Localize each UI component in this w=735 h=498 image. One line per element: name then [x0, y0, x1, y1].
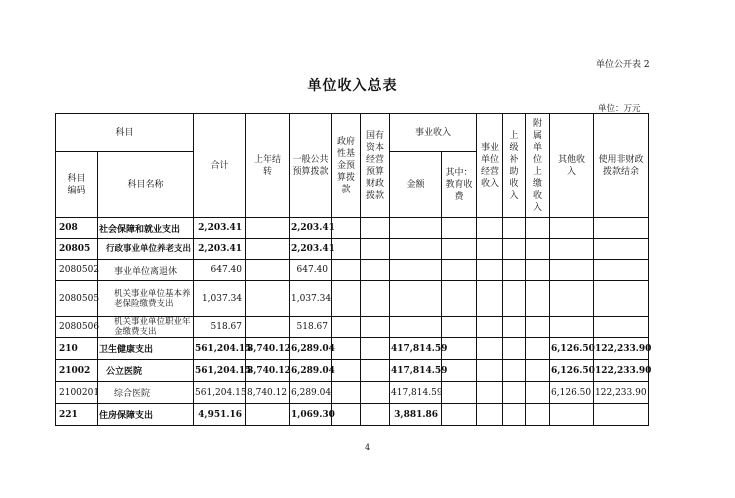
row-operating: [477, 317, 503, 338]
row-general-budget: 1,069.30: [290, 404, 332, 426]
row-business-amount: [390, 239, 442, 260]
row-general-budget: 1,037.34: [290, 281, 332, 317]
header-state-capital: 国有资本经营预算财政拨款: [361, 114, 390, 218]
row-affiliated: [526, 218, 550, 239]
row-operating: [477, 281, 503, 317]
row-code: 20805: [56, 239, 98, 260]
row-business-amount: [390, 281, 442, 317]
row-subsidy: [503, 218, 526, 239]
table-row: [56, 360, 649, 382]
row-subsidy: [503, 404, 526, 426]
row-state-capital: [361, 382, 390, 404]
header-subject: 科目: [56, 114, 194, 152]
row-general-budget: 6,289.04: [290, 382, 332, 404]
row-name: 事业单位离退休: [98, 260, 194, 281]
header-carryover: 上年结转: [246, 114, 290, 218]
row-state-capital: [361, 218, 390, 239]
header-code: 科目编码: [56, 152, 98, 218]
row-name: 机关事业单位职业年金缴费支出: [98, 317, 194, 338]
row-education-fee: [442, 218, 477, 239]
row-name: 住房保障支出: [98, 404, 194, 426]
row-fund-budget: [332, 239, 361, 260]
row-total: 2,203.41: [194, 218, 246, 239]
row-total: 1,037.34: [194, 281, 246, 317]
row-education-fee: [442, 382, 477, 404]
row-general-budget: 518.67: [290, 317, 332, 338]
row-state-capital: [361, 317, 390, 338]
row-name: 卫生健康支出: [98, 338, 194, 360]
header-affiliated: 附属单位上缴收入: [526, 114, 550, 218]
row-nonfiscal: 122,233.90: [594, 360, 649, 382]
row-fund-budget: [332, 218, 361, 239]
row-state-capital: [361, 338, 390, 360]
header-fund-budget: 政府性基金预算拨款: [332, 114, 361, 218]
row-fund-budget: [332, 404, 361, 426]
row-total: 2,203.41: [194, 239, 246, 260]
row-other: 6,126.50: [550, 338, 594, 360]
row-business-amount: [390, 260, 442, 281]
page-title: 单位收入总表: [307, 78, 398, 94]
row-code: 221: [56, 404, 98, 426]
row-fund-budget: [332, 281, 361, 317]
row-nonfiscal: [594, 239, 649, 260]
row-name: 综合医院: [98, 382, 194, 404]
row-affiliated: [526, 317, 550, 338]
row-general-budget: 6,289.04: [290, 360, 332, 382]
row-total: 647.40: [194, 260, 246, 281]
row-business-amount: [390, 317, 442, 338]
table-row: [56, 239, 649, 260]
row-code: 208: [56, 218, 98, 239]
row-operating: [477, 382, 503, 404]
table-row: [56, 281, 649, 317]
row-education-fee: [442, 260, 477, 281]
row-carryover: [246, 239, 290, 260]
row-other: [550, 404, 594, 426]
row-fund-budget: [332, 338, 361, 360]
row-education-fee: [442, 239, 477, 260]
row-code: 2100201: [56, 382, 98, 404]
row-name: 行政事业单位养老支出: [98, 239, 194, 260]
row-business-amount: 417,814.59: [390, 338, 442, 360]
row-nonfiscal: 122,233.90: [594, 338, 649, 360]
row-education-fee: [442, 317, 477, 338]
row-subsidy: [503, 317, 526, 338]
row-general-budget: 2,203.41: [290, 239, 332, 260]
row-other: 6,126.50: [550, 360, 594, 382]
row-nonfiscal: [594, 260, 649, 281]
row-total: 561,204.15: [194, 360, 246, 382]
row-other: [550, 260, 594, 281]
table-row: [56, 382, 649, 404]
row-carryover: [246, 281, 290, 317]
row-general-budget: 2,203.41: [290, 218, 332, 239]
row-nonfiscal: [594, 317, 649, 338]
row-subsidy: [503, 338, 526, 360]
row-general-budget: 647.40: [290, 260, 332, 281]
row-subsidy: [503, 239, 526, 260]
unit-label: 单位：万元: [598, 104, 641, 114]
row-other: [550, 317, 594, 338]
header-name: 科目名称: [98, 152, 194, 218]
row-code: 2080505: [56, 281, 98, 317]
page-number: 4: [364, 443, 371, 452]
row-code: 21002: [56, 360, 98, 382]
table-row: [56, 260, 649, 281]
table-row: [56, 218, 649, 239]
row-operating: [477, 404, 503, 426]
row-code: 210: [56, 338, 98, 360]
row-affiliated: [526, 338, 550, 360]
row-affiliated: [526, 239, 550, 260]
row-education-fee: [442, 404, 477, 426]
row-carryover: 8,740.12: [246, 382, 290, 404]
row-operating: [477, 360, 503, 382]
row-subsidy: [503, 382, 526, 404]
row-fund-budget: [332, 360, 361, 382]
row-fund-budget: [332, 317, 361, 338]
row-state-capital: [361, 260, 390, 281]
row-affiliated: [526, 281, 550, 317]
row-business-amount: [390, 218, 442, 239]
row-general-budget: 6,289.04: [290, 338, 332, 360]
row-nonfiscal: [594, 404, 649, 426]
row-total: 518.67: [194, 317, 246, 338]
row-state-capital: [361, 404, 390, 426]
header-other: 其他收入: [550, 114, 594, 218]
header-of-which: 其中：教育收费: [442, 152, 477, 218]
row-subsidy: [503, 360, 526, 382]
row-education-fee: [442, 281, 477, 317]
row-carryover: 8,740.12: [246, 338, 290, 360]
form-number: 单位公开表 2: [596, 60, 650, 70]
row-state-capital: [361, 239, 390, 260]
row-business-amount: 417,814.59: [390, 382, 442, 404]
row-total: 561,204.15: [194, 382, 246, 404]
row-operating: [477, 218, 503, 239]
row-nonfiscal: 122,233.90: [594, 382, 649, 404]
header-total: 合计: [194, 114, 246, 218]
row-other: [550, 281, 594, 317]
row-total: 561,204.15: [194, 338, 246, 360]
row-nonfiscal: [594, 218, 649, 239]
row-state-capital: [361, 360, 390, 382]
header-business-income: 事业收入: [390, 114, 477, 152]
row-carryover: [246, 260, 290, 281]
header-subsidy: 上级补助收入: [503, 114, 526, 218]
row-code: 2080506: [56, 317, 98, 338]
row-affiliated: [526, 404, 550, 426]
row-carryover: 8,740.12: [246, 360, 290, 382]
row-affiliated: [526, 260, 550, 281]
row-other: [550, 239, 594, 260]
row-nonfiscal: [594, 281, 649, 317]
row-carryover: [246, 218, 290, 239]
table-row: [56, 338, 649, 360]
row-total: 4,951.16: [194, 404, 246, 426]
income-summary-table: [55, 113, 652, 426]
row-affiliated: [526, 360, 550, 382]
row-subsidy: [503, 260, 526, 281]
header-nonfiscal: 使用非财政拨款结余: [594, 114, 649, 218]
row-operating: [477, 239, 503, 260]
row-affiliated: [526, 382, 550, 404]
row-operating: [477, 260, 503, 281]
row-operating: [477, 338, 503, 360]
row-name: 公立医院: [98, 360, 194, 382]
row-state-capital: [361, 281, 390, 317]
row-other: 6,126.50: [550, 382, 594, 404]
row-business-amount: 3,881.86: [390, 404, 442, 426]
row-subsidy: [503, 281, 526, 317]
row-other: [550, 218, 594, 239]
row-fund-budget: [332, 260, 361, 281]
row-name: 社会保障和就业支出: [98, 218, 194, 239]
table-row: [56, 404, 649, 426]
row-carryover: [246, 404, 290, 426]
row-business-amount: 417,814.59: [390, 360, 442, 382]
header-operating: 事业单位经营收入: [477, 114, 503, 218]
row-fund-budget: [332, 382, 361, 404]
row-name: 机关事业单位基本养老保险缴费支出: [98, 281, 194, 317]
header-general-budget: 一般公共预算拨款: [290, 114, 332, 218]
table-row: [56, 317, 649, 338]
row-carryover: [246, 317, 290, 338]
row-code: 2080502: [56, 260, 98, 281]
header-amount: 金额: [390, 152, 442, 218]
